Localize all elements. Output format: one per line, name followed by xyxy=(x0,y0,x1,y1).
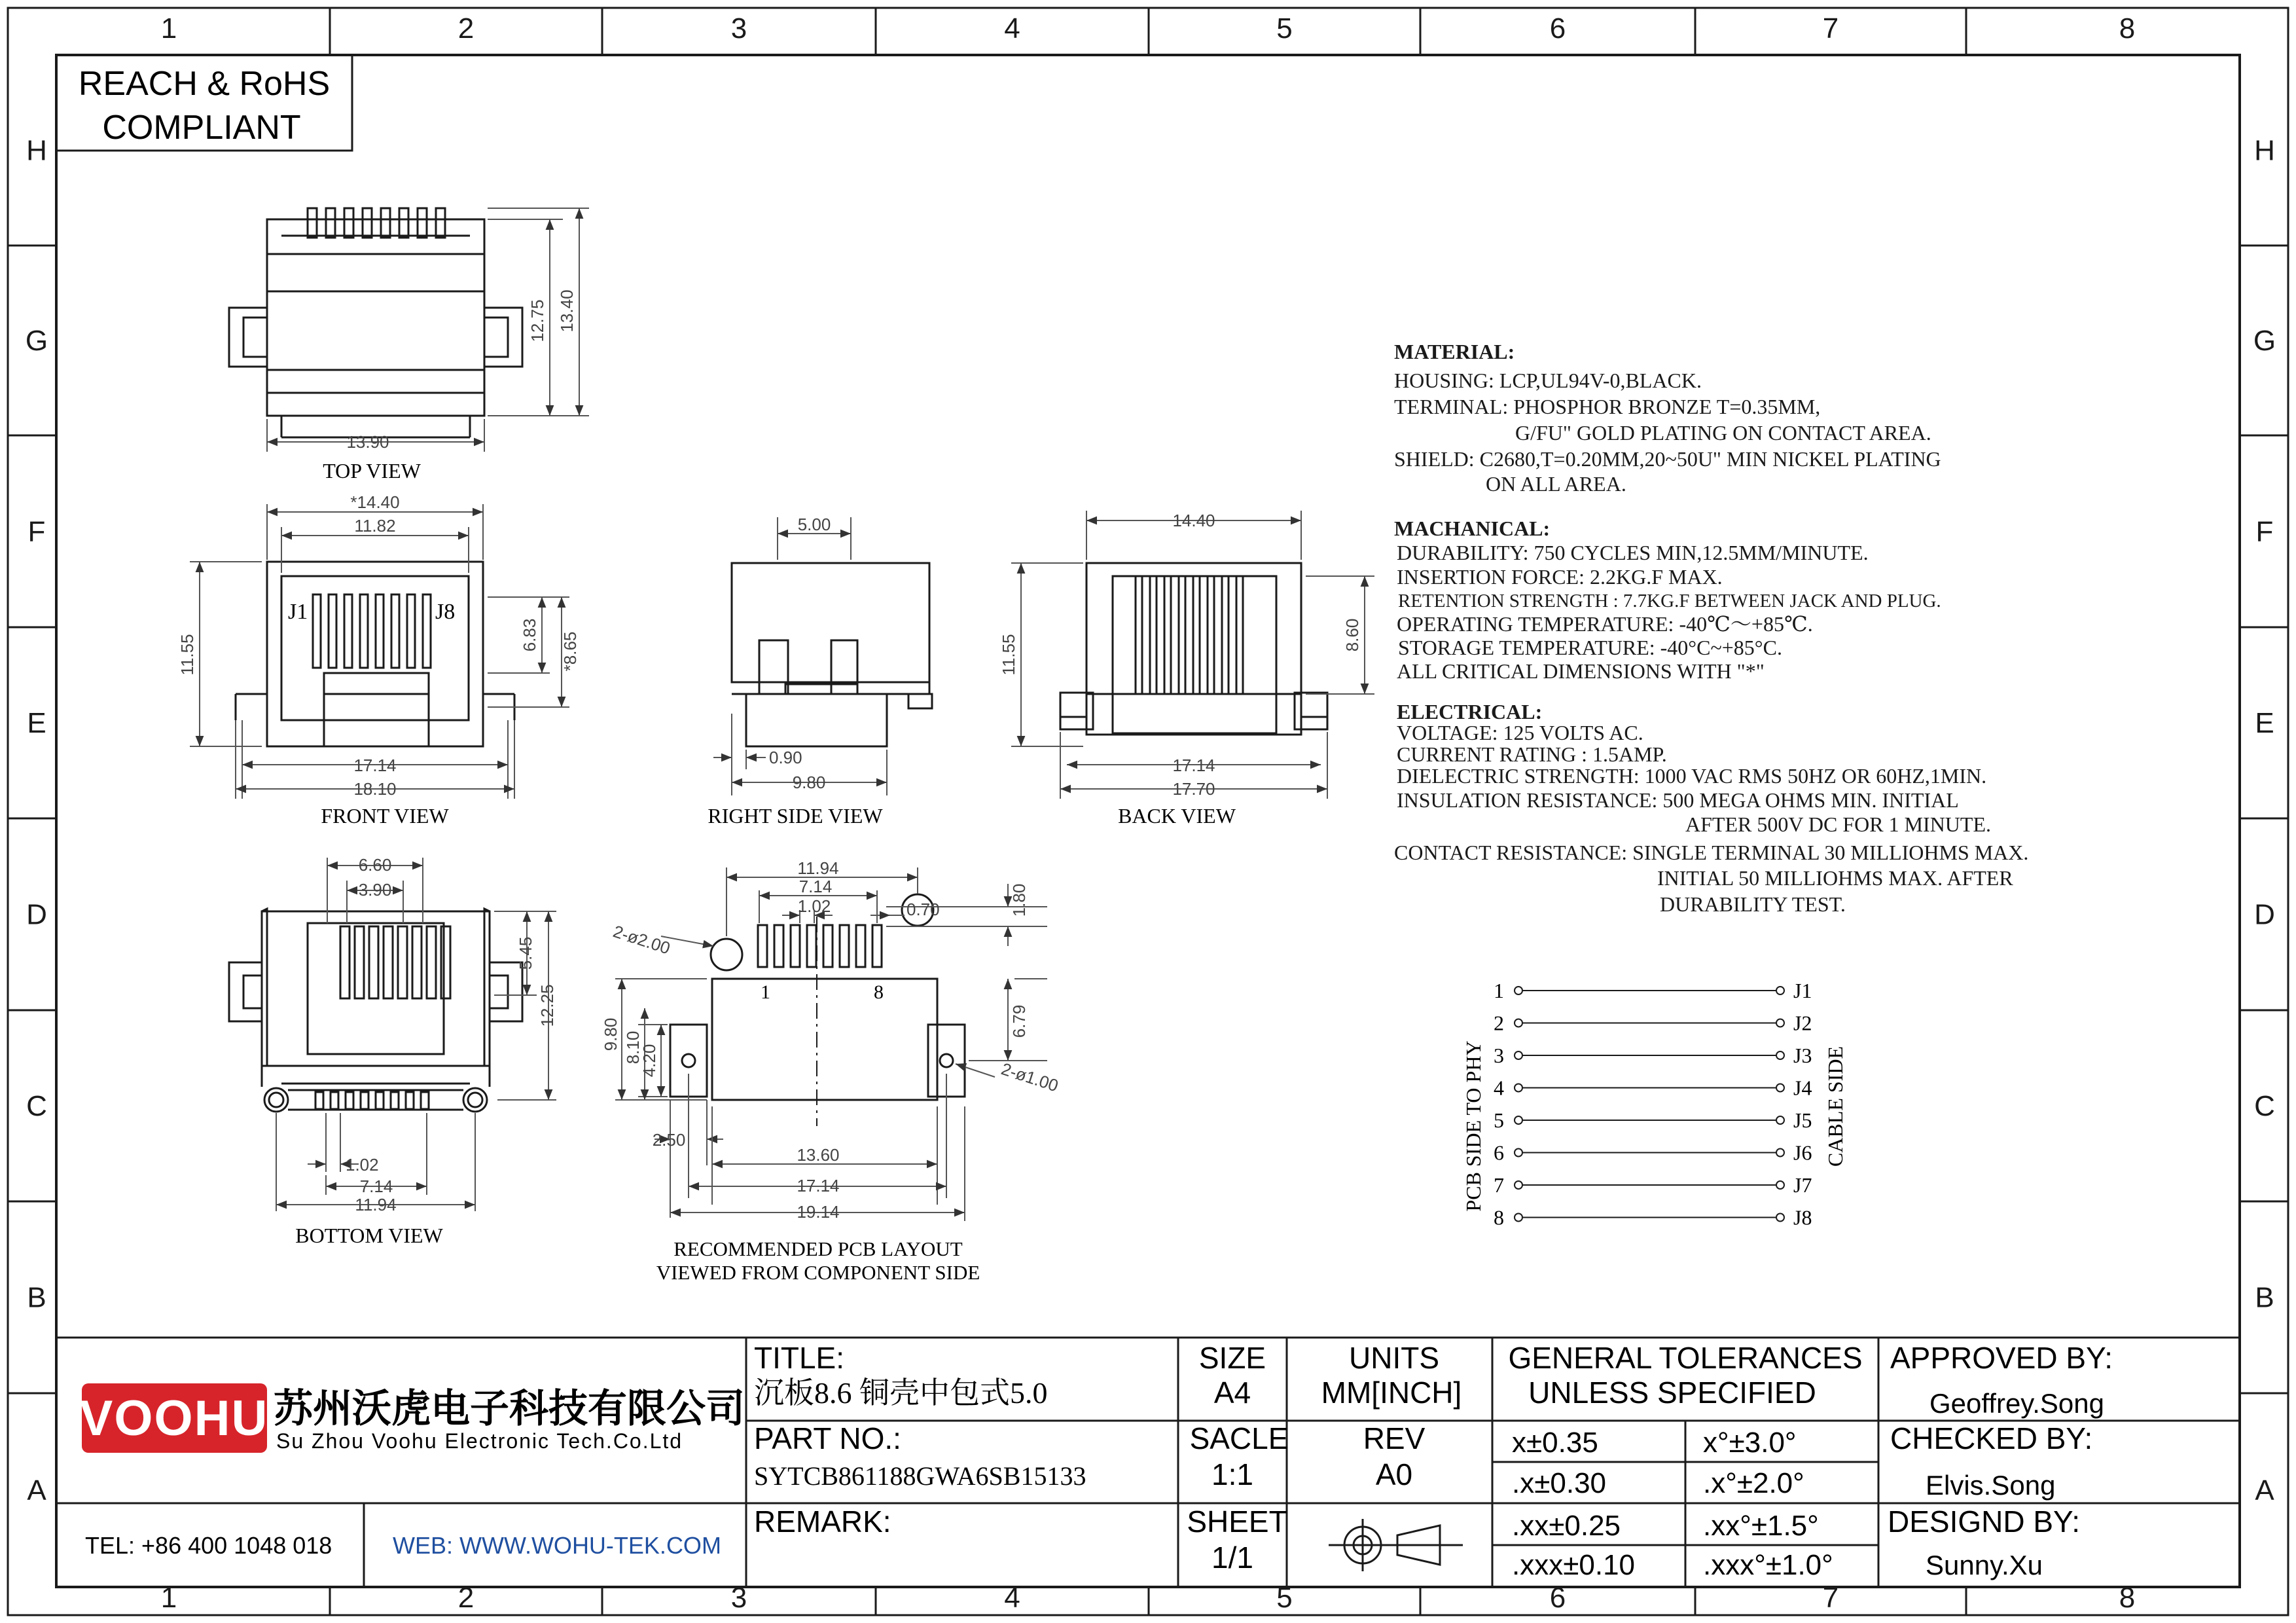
material-line-2: TERMINAL: PHOSPHOR BRONZE T=0.35MM, xyxy=(1394,395,1821,418)
zone-row-D-left: D xyxy=(26,898,47,931)
material-title: MATERIAL: xyxy=(1394,340,1515,363)
zone-row-G-left: G xyxy=(25,325,48,357)
top-view-pin xyxy=(363,208,372,238)
mechanical-line-3: RETENTION STRENGTH : 7.7KG.F BETWEEN JACK AND PLUG. xyxy=(1398,591,1941,611)
spec-notes xyxy=(1394,340,2028,916)
zone-col-6-bottom: 6 xyxy=(1549,1582,1566,1614)
zone-col-7-bottom: 7 xyxy=(1822,1582,1839,1614)
front-view-contact xyxy=(391,594,399,668)
dim-pcb-w1: 13.60 xyxy=(797,1145,840,1165)
pinout-right-pin: J4 xyxy=(1793,1076,1812,1100)
zone-row-A-right: A xyxy=(2255,1474,2274,1506)
top-view-pin xyxy=(399,208,408,238)
dim-back-bottom-inner: 17.14 xyxy=(1172,756,1215,775)
front-pin-last: J8 xyxy=(435,600,456,624)
pinout-terminal xyxy=(1776,1116,1784,1124)
pinout-right-pin: J7 xyxy=(1793,1173,1812,1197)
back-view-contact xyxy=(1164,576,1171,694)
logo-wordmark: VOOHU xyxy=(79,1391,269,1446)
electrical-line-2: CURRENT RATING : 1.5AMP. xyxy=(1397,742,1667,766)
scale-value: 1:1 xyxy=(1211,1457,1253,1491)
rev-value: A0 xyxy=(1375,1457,1413,1491)
dim-right-top: 5.00 xyxy=(797,515,831,534)
designed-value: Sunny.Xu xyxy=(1926,1550,2043,1580)
electrical-line-8: DURABILITY TEST. xyxy=(1660,892,1846,916)
dim-bottom-top-outer: 6.60 xyxy=(358,855,392,875)
pinout-terminal xyxy=(1776,1051,1784,1059)
pcb-layout xyxy=(670,894,965,1126)
electrical-line-6: CONTACT RESISTANCE: SINGLE TERMINAL 30 MILLIOHMS MAX. xyxy=(1394,841,2029,864)
tel-text: TEL: +86 400 1048 018 xyxy=(85,1532,332,1559)
title-value: 沉板8.6 铜壳中包式5.0 xyxy=(754,1376,1048,1410)
pinout-right-pin: J1 xyxy=(1793,979,1812,1002)
dim-pcb-left-a: 9.80 xyxy=(601,1017,620,1051)
pinout-terminal xyxy=(1515,1116,1522,1124)
rev-label: REV xyxy=(1363,1421,1426,1455)
pinout-terminal xyxy=(1515,1051,1522,1059)
pinout-left-pin: 2 xyxy=(1494,1011,1504,1035)
bottom-view-contact xyxy=(412,926,422,998)
pinout-terminal xyxy=(1776,1019,1784,1027)
pinout-terminal xyxy=(1515,1214,1522,1222)
zone-row-F-right: F xyxy=(2255,515,2274,548)
dim-top-height-outer: 13.40 xyxy=(557,289,577,333)
zone-row-G-right: G xyxy=(2253,325,2276,357)
dim-pcb-span: 7.14 xyxy=(798,877,833,896)
dim-front-bottom-inner: 17.14 xyxy=(353,756,397,775)
bottom-view-lead xyxy=(391,1092,399,1109)
zone-row-C-right: C xyxy=(2254,1090,2275,1122)
dim-back-bottom-outer: 17.70 xyxy=(1172,779,1215,799)
front-view-contact xyxy=(329,594,336,668)
zone-row-F-left: F xyxy=(27,515,46,548)
zone-row-B-left: B xyxy=(27,1281,46,1314)
zone-col-8-top: 8 xyxy=(2119,12,2136,45)
pinout-left-pin: 3 xyxy=(1494,1044,1504,1067)
title-block-grid xyxy=(56,1338,2240,1587)
zone-col-2-bottom: 2 xyxy=(457,1582,475,1614)
top-view-pin xyxy=(344,208,353,238)
sheet-value: 1/1 xyxy=(1211,1541,1253,1575)
front-view-contact xyxy=(313,594,321,668)
dim-pcb-w3: 19.14 xyxy=(797,1202,840,1222)
bottom-view-lead xyxy=(361,1092,368,1109)
pcb-label-line2: VIEWED FROM COMPONENT SIDE xyxy=(656,1261,980,1284)
top-view-pin xyxy=(326,208,335,238)
pinout-right-pin: J8 xyxy=(1793,1205,1812,1230)
pcb-pad xyxy=(807,925,816,967)
electrical-line-7: INITIAL 50 MILLIOHMS MAX. AFTER xyxy=(1657,866,2013,890)
pcb-pin-last: 8 xyxy=(874,981,884,1003)
pinout-left-pin: 7 xyxy=(1494,1173,1504,1197)
pcb-pad xyxy=(840,925,849,967)
dim-front-left-height: 11.55 xyxy=(177,634,197,676)
bottom-view-label: BOTTOM VIEW xyxy=(295,1224,443,1247)
dim-bottom-top-inner: 3.90 xyxy=(358,880,392,900)
top-view-pin xyxy=(308,208,317,238)
mechanical-line-6: ALL CRITICAL DIMENSIONS WITH "*" xyxy=(1397,659,1765,683)
compliance-line1: REACH & RoHS xyxy=(78,65,331,103)
tolerance-title-2: UNLESS SPECIFIED xyxy=(1528,1376,1816,1410)
checked-label: CHECKED BY: xyxy=(1890,1421,2093,1455)
pinout-terminal xyxy=(1515,1019,1522,1027)
title-label: TITLE: xyxy=(754,1341,845,1375)
dim-bottom-span: 7.14 xyxy=(359,1176,393,1196)
dim-front-top-inner: 11.82 xyxy=(354,516,396,536)
dim-pcb-pad: 0.70 xyxy=(906,900,940,919)
front-view-contact xyxy=(407,594,415,668)
zone-row-H-left: H xyxy=(26,134,47,167)
pinout-left-pin: 1 xyxy=(1494,979,1504,1002)
back-view-contact xyxy=(1150,576,1157,694)
back-view-contact xyxy=(1193,576,1200,694)
front-pin-first: J1 xyxy=(288,600,308,624)
bottom-view-lead xyxy=(376,1092,384,1109)
pcb-pad xyxy=(774,925,783,967)
back-view-label: BACK VIEW xyxy=(1118,804,1236,828)
zone-col-6-top: 6 xyxy=(1549,12,1566,45)
pinout-diagram xyxy=(1494,979,1812,1230)
mechanical-line-2: INSERTION FORCE: 2.2KG.F MAX. xyxy=(1397,565,1723,589)
pinout-left-label: PCB SIDE TO PHY xyxy=(1462,1040,1485,1212)
zone-col-4-top: 4 xyxy=(1004,12,1020,45)
projection-symbol-icon xyxy=(1329,1519,1463,1571)
tolerance-linear: .xxx±0.10 xyxy=(1512,1549,1636,1581)
front-view-contact xyxy=(423,594,431,668)
front-view-label: FRONT VIEW xyxy=(321,804,449,828)
dim-pcb-hole: 2-ø2.00 xyxy=(611,921,673,958)
electrical-line-4: INSULATION RESISTANCE: 500 MEGA OHMS MIN. INITIAL xyxy=(1397,788,1959,812)
electrical-line-1: VOLTAGE: 125 VOLTS AC. xyxy=(1397,721,1643,744)
part-value: SYTCB861188GWA6SB15133 xyxy=(754,1461,1086,1491)
dim-bottom-right-inner: 5.45 xyxy=(516,936,535,970)
pcb-pad xyxy=(872,925,882,967)
dim-back-right-height: 8.60 xyxy=(1342,618,1362,652)
pcb-pin-first: 1 xyxy=(761,981,770,1003)
bottom-view-contact xyxy=(384,926,393,998)
tolerance-linear: .xx±0.25 xyxy=(1512,1510,1621,1542)
pcb-dims xyxy=(615,867,1047,1221)
zone-col-8-bottom: 8 xyxy=(2119,1582,2136,1614)
pinout-right-pin: J6 xyxy=(1793,1140,1812,1165)
dim-pcb-vert-offset: 6.79 xyxy=(1009,1004,1029,1038)
tolerance-linear: x±0.35 xyxy=(1512,1427,1598,1459)
back-view xyxy=(1060,563,1327,735)
pinout-right-label: CABLE SIDE xyxy=(1823,1046,1847,1167)
zone-col-1-bottom: 1 xyxy=(160,1582,177,1614)
pinout-terminal xyxy=(1776,987,1784,994)
mechanical-line-4: OPERATING TEMPERATURE: -40℃～+85℃. xyxy=(1397,612,1813,636)
part-label: PART NO.: xyxy=(754,1421,901,1455)
dim-pcb-pitch: 1.02 xyxy=(797,896,831,916)
top-view-pin xyxy=(381,208,390,238)
top-view-pin xyxy=(418,208,427,238)
remark-label: REMARK: xyxy=(754,1504,891,1539)
dim-pcb-w2: 17.14 xyxy=(797,1176,840,1195)
size-value: A4 xyxy=(1213,1376,1251,1410)
dim-bottom-right-outer: 12.25 xyxy=(537,984,557,1027)
tolerance-angular: .xxx°±1.0° xyxy=(1703,1549,1833,1581)
tolerance-angular: x°±3.0° xyxy=(1703,1427,1797,1459)
pinout-left-pin: 5 xyxy=(1494,1108,1504,1132)
electrical-line-5: AFTER 500V DC FOR 1 MINUTE. xyxy=(1685,812,1991,836)
bottom-view-lead xyxy=(331,1092,338,1109)
tolerance-angular: .xx°±1.5° xyxy=(1703,1510,1819,1542)
zone-row-E-right: E xyxy=(2255,707,2274,739)
scale-label: SACLE xyxy=(1189,1421,1289,1455)
sheet-label: SHEET xyxy=(1187,1504,1287,1539)
pcb-pad xyxy=(758,925,767,967)
zone-col-3-top: 3 xyxy=(730,12,747,45)
dim-bottom-pitch: 1.02 xyxy=(346,1155,379,1175)
bottom-view-lead xyxy=(421,1092,429,1109)
bottom-view-lead xyxy=(346,1092,353,1109)
web-link[interactable]: WEB: WWW.WOHU-TEK.COM xyxy=(393,1532,721,1559)
company-name-en: Su Zhou Voohu Electronic Tech.Co.Ltd xyxy=(276,1429,683,1453)
bottom-view-contact xyxy=(369,926,378,998)
units-label: UNITS xyxy=(1349,1341,1439,1375)
back-view-contact xyxy=(1222,576,1229,694)
zone-row-C-left: C xyxy=(26,1090,47,1122)
approved-value: Geoffrey.Song xyxy=(1929,1388,2104,1419)
dim-back-top: 14.40 xyxy=(1172,511,1215,530)
bottom-view-contact xyxy=(441,926,450,998)
dim-pcb-left-offset: 2.50 xyxy=(652,1130,686,1150)
pinout-terminal xyxy=(1515,1084,1522,1092)
dim-pcb-width: 11.94 xyxy=(797,858,839,878)
zone-col-2-top: 2 xyxy=(457,12,475,45)
pcb-pad xyxy=(791,925,800,967)
top-view-pin xyxy=(436,208,445,238)
tolerance-angular: .x°±2.0° xyxy=(1703,1467,1804,1499)
zone-row-H-right: H xyxy=(2254,134,2275,167)
zone-row-A-left: A xyxy=(27,1474,46,1506)
zone-col-4-bottom: 4 xyxy=(1004,1582,1020,1614)
dim-right-small: 0.90 xyxy=(769,748,802,767)
pinout-terminal xyxy=(1515,987,1522,994)
compliance-line2: COMPLIANT xyxy=(102,109,301,147)
pinout-right-pin: J2 xyxy=(1793,1011,1812,1035)
zone-row-E-left: E xyxy=(27,707,46,739)
dim-pcb-small-hole: 2-ø1.00 xyxy=(999,1059,1061,1096)
back-view-contact xyxy=(1179,576,1185,694)
pinout-left-pin: 8 xyxy=(1494,1205,1504,1230)
tolerance-linear: .x±0.30 xyxy=(1512,1467,1607,1499)
zone-col-1-top: 1 xyxy=(160,12,177,45)
bottom-view-lead xyxy=(315,1092,323,1109)
bottom-view-lead xyxy=(406,1092,414,1109)
mechanical-line-1: DURABILITY: 750 CYCLES MIN,12.5MM/MINUTE. xyxy=(1397,541,1869,564)
bottom-view-contact xyxy=(355,926,364,998)
pinout-terminal xyxy=(1776,1181,1784,1189)
company-logo xyxy=(80,1383,269,1453)
bottom-view xyxy=(229,909,522,1112)
pinout-left-pin: 6 xyxy=(1494,1140,1504,1165)
company-name-cn: 苏州沃虎电子科技有限公司 xyxy=(274,1387,745,1431)
top-view xyxy=(229,208,522,437)
zone-col-7-top: 7 xyxy=(1822,12,1839,45)
dim-pcb-left-b: 8.10 xyxy=(623,1030,643,1065)
bottom-view-contact xyxy=(427,926,436,998)
front-view-contact xyxy=(344,594,352,668)
zone-col-5-bottom: 5 xyxy=(1276,1582,1293,1614)
dim-front-bottom-outer: 18.10 xyxy=(353,779,397,799)
dim-right-bottom: 9.80 xyxy=(792,773,826,792)
dim-pcb-left-c: 4.20 xyxy=(639,1044,659,1078)
front-view xyxy=(236,562,514,746)
dim-pcb-height: 1.80 xyxy=(1009,883,1029,917)
dim-bottom-width: 11.94 xyxy=(355,1195,397,1214)
checked-value: Elvis.Song xyxy=(1926,1470,2056,1501)
material-line-5: ON ALL AREA. xyxy=(1486,472,1626,496)
mechanical-line-5: STORAGE TEMPERATURE: -40°C~+85°C. xyxy=(1398,636,1782,659)
zone-col-3-bottom: 3 xyxy=(730,1582,747,1614)
dim-top-width: 13.90 xyxy=(346,432,389,452)
pinout-right-pin: J3 xyxy=(1793,1044,1812,1067)
pinout-terminal xyxy=(1776,1149,1784,1157)
dim-top-height-inner: 12.75 xyxy=(528,299,547,342)
dim-front-top-outer: *14.40 xyxy=(350,492,400,512)
mechanical-title: MACHANICAL: xyxy=(1394,517,1551,540)
bottom-view-contact xyxy=(340,926,350,998)
back-view-contact xyxy=(1208,576,1214,694)
pinout-terminal xyxy=(1776,1084,1784,1092)
tolerance-title-1: GENERAL TOLERANCES xyxy=(1508,1341,1863,1375)
front-view-contact xyxy=(376,594,384,668)
designed-label: DESIGND BY: xyxy=(1888,1504,2080,1539)
right-view-label: RIGHT SIDE VIEW xyxy=(708,804,883,828)
material-line-3: G/FU" GOLD PLATING ON CONTACT AREA. xyxy=(1515,421,1931,445)
size-label: SIZE xyxy=(1198,1341,1266,1375)
pinout-left-pin: 4 xyxy=(1494,1076,1504,1100)
material-line-4: SHIELD: C2680,T=0.20MM,20~50U" MIN NICKEL PLATING xyxy=(1394,447,1941,471)
bottom-view-contact xyxy=(398,926,407,998)
pcb-pad xyxy=(856,925,865,967)
dim-front-right-outer: *8.65 xyxy=(560,631,580,672)
zone-col-5-top: 5 xyxy=(1276,12,1293,45)
pinout-terminal xyxy=(1515,1181,1522,1189)
zone-row-D-right: D xyxy=(2254,898,2275,931)
units-value: MM[INCH] xyxy=(1321,1376,1462,1410)
right-side-view xyxy=(732,563,932,746)
front-view-contact xyxy=(360,594,368,668)
pcb-label-line1: RECOMMENDED PCB LAYOUT xyxy=(673,1237,963,1260)
pcb-pad xyxy=(823,925,833,967)
pinout-terminal xyxy=(1776,1214,1784,1222)
back-view-contact xyxy=(1236,576,1243,694)
dim-front-right-inner: 6.83 xyxy=(520,618,539,652)
back-view-contact xyxy=(1136,576,1142,694)
approved-label: APPROVED BY: xyxy=(1890,1341,2113,1375)
electrical-line-3: DIELECTRIC STRENGTH: 1000 VAC RMS 50HZ OR 60HZ,1MIN. xyxy=(1397,764,1987,788)
top-view-label: TOP VIEW xyxy=(323,459,421,483)
material-line-1: HOUSING: LCP,UL94V-0,BLACK. xyxy=(1394,369,1702,392)
zone-row-B-right: B xyxy=(2255,1281,2274,1314)
pinout-terminal xyxy=(1515,1149,1522,1157)
front-view-dims xyxy=(190,504,569,799)
dim-back-left-height: 11.55 xyxy=(999,634,1018,676)
electrical-title: ELECTRICAL: xyxy=(1397,700,1543,723)
pinout-right-pin: J5 xyxy=(1793,1108,1812,1132)
